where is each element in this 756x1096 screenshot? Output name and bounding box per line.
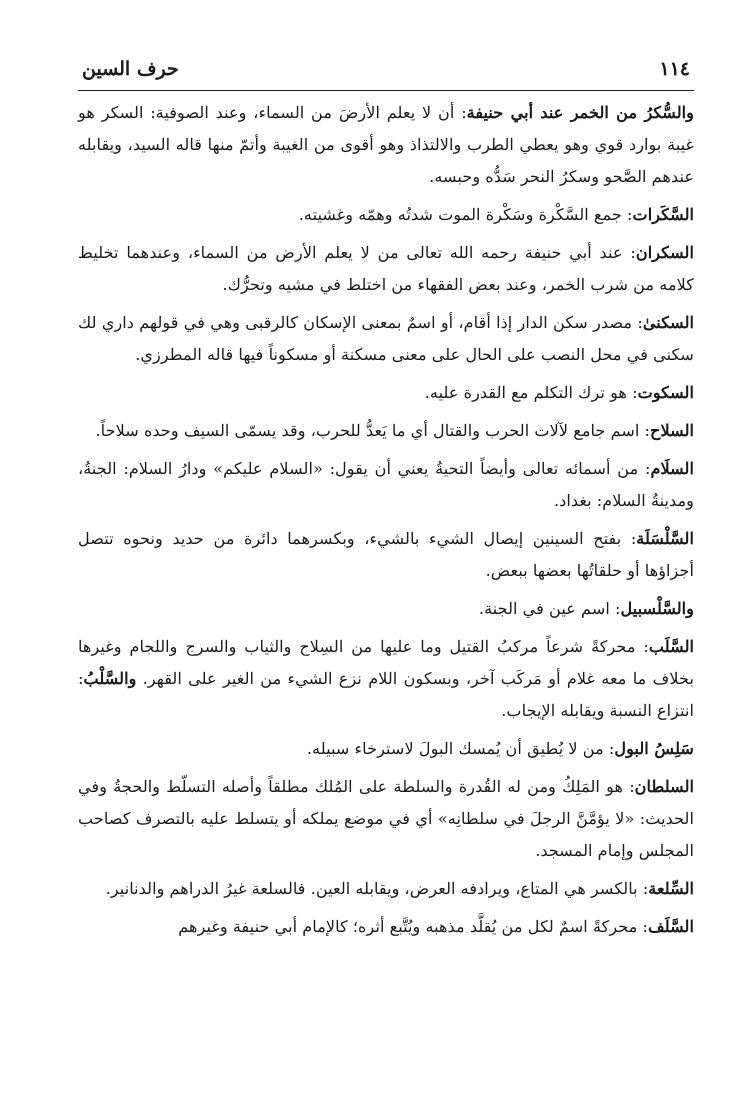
entry-term: السَّلْسَلَة (636, 529, 694, 548)
entry-definition: : اسم جامع لآلات الحرب والقتال أي ما يَعدُّ للحرب، وقد يسمّى السيف وحده سلاحاً. (95, 421, 651, 440)
entry-definition: : بالكسر هي المتاع، ويرادفه العرض، ويقابله العين. فالسلعة غيرُ الدراهم والدنانير. (105, 879, 649, 898)
entry-term: سَلِسُ البول (614, 739, 694, 758)
entry-subdefinition: : انتزاع النسبة ويقابله الإيجاب. (78, 669, 694, 720)
entry-subterm: والسَّلْبُ (83, 669, 137, 688)
dictionary-entry (78, 631, 694, 727)
running-head (78, 58, 694, 88)
page-number: ١١٤ (659, 58, 690, 80)
dictionary-entry (78, 453, 694, 517)
chapter-title: حرف السين (82, 58, 179, 80)
entry-term: السِّلعة (648, 879, 694, 898)
dictionary-entry (78, 97, 694, 193)
dictionary-entry (78, 307, 694, 371)
entry-term: السلطان (634, 777, 694, 796)
entry-definition: : أن لا يعلم الأرضَ من السماء، وعند الصوفية: السكر هو غيبة بوارد قوي وهو يعطي الطرب والالتذاذ وهو أقوى من الغيبة وأتمّ منها قاله السيد، ويقابله عندهم الصَّحو وسكرُ النحر سَدُّه وحبسه. (78, 103, 694, 186)
dictionary-entry (78, 523, 694, 587)
dictionary-entry (78, 377, 694, 409)
dictionary-entry (78, 873, 694, 905)
entry-term: السَّلَف (648, 917, 694, 936)
entry-term: والسَّلْسبيل (620, 599, 694, 618)
entry-definition: : بفتح السينين إيصال الشيء بالشيء، وبكسرهما دائرة من حديد ونحوه تتصل أجزاؤها أو حلقاتُها بعضها ببعض. (78, 529, 694, 580)
entry-term: السَّكَرات (632, 205, 694, 224)
entry-term: السكنىٰ (642, 313, 694, 332)
entry-term: السكوت (637, 383, 694, 402)
dictionary-entry (78, 593, 694, 625)
entry-definition: : محركةً شرعاً مركبُ القتيل وما عليها من السِلاح والثياب والسرج واللجام وغيرها بخلاف ما معه غلام أو مَركَب آخر، وبسكون اللام نزع الشيء من الغير على القهر. (78, 637, 694, 688)
entry-term: السَّلَب (648, 637, 694, 656)
entry-definition: : اسم عين في الجنة. (478, 599, 621, 618)
entry-definition: : من أسمائه تعالى وأيضاً التحيةُ يعني أن يقول: «السلام عليكم» ودارُ السلام: الجنةُ، ومدينةُ السلام: بغداد. (78, 459, 694, 510)
entry-term: السلَام (650, 459, 694, 478)
entry-term: السكران (635, 243, 694, 262)
header-rule (78, 90, 694, 91)
dictionary-entry (78, 415, 694, 447)
entry-definition: : من لا يُطيق أن يُمسك البولَ لاسترخاء سبيله. (306, 739, 615, 758)
entry-definition: : محركةً اسمٌ لكل من يُقلَّد مذهبه ويُتَّبع أثره؛ كالإمام أبي حنيفة وغيرهم (178, 917, 648, 936)
entry-definition: : هو ترك التكلم مع القدرة عليه. (424, 383, 638, 402)
dictionary-entry (78, 199, 694, 231)
dictionary-entry (78, 237, 694, 301)
dictionary-entry (78, 771, 694, 867)
entry-term: السلاح (650, 421, 694, 440)
book-page (78, 58, 694, 949)
entry-definition: : جمع السَّكْرة وسَكْرة الموت شدتُه وهمّه وغشيته. (298, 205, 633, 224)
dictionary-entry (78, 733, 694, 765)
dictionary-entry (78, 911, 694, 943)
entry-definition: : مصدر سكن الدار إذا أقام، أو اسمٌ بمعنى الإسكان كالرقبى وهي في قولهم داري لك سكنى في محل النصب على الحال على معنى مسكنة أو مسكوناً فيها قاله المطرزي. (78, 313, 694, 364)
entry-definition: : هو المَلِكُ ومن له القُدرة والسلطة على المُلك مطلقاً وأصله التسلّط والحجةُ وفي الحديث: «لا يؤمَّنَّ الرجلَ في سلطانِه» أي في موضع يملكه أو يتسلط عليه بالتصرف كصاحب المجلس وإمام المسجد. (78, 777, 694, 860)
entry-definition: : عند أبي حنيفة رحمه الله تعالى من لا يعلم الأرض من السماء، وعندهما تخليط كلامه من شرب الخمر، وعند بعض الفقهاء من اختلط في مشيه وتحرُّك. (78, 243, 694, 294)
entry-term: والسُّكرُ من الخمر عند أبي حنيفة (466, 103, 694, 122)
